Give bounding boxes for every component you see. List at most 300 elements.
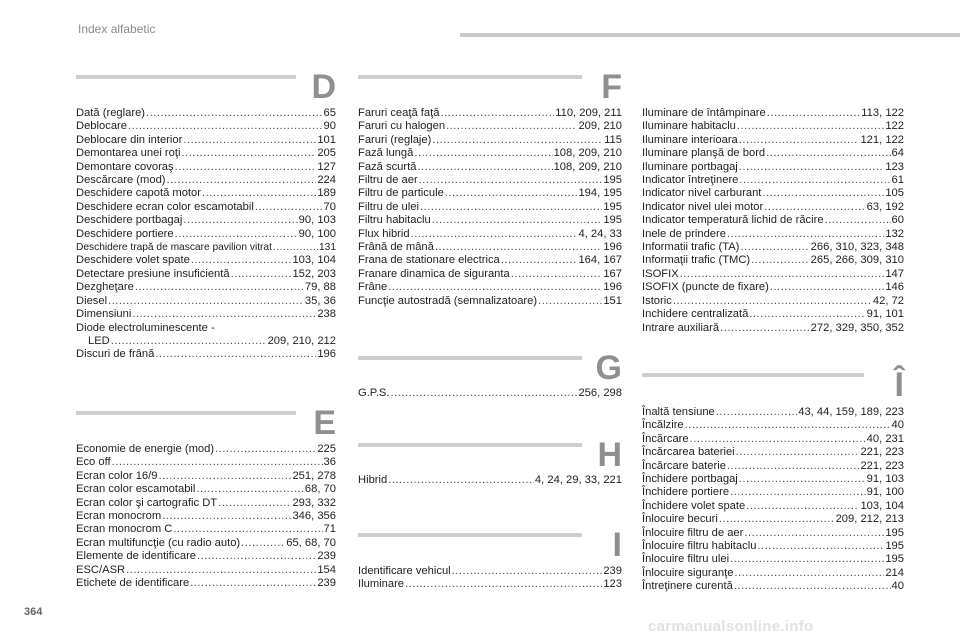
index-entry-text: Închidere portiere [642,486,730,499]
section-header-h [358,436,622,474]
index-entry-pages: 132 [885,227,904,240]
dot-leader [751,254,810,267]
index-entry-pages: 346, 356 [292,510,336,523]
dot-leader [108,295,304,308]
index-entry-text: ESC/ASR [76,563,126,576]
index-entry [358,268,622,281]
index-entry [76,308,336,321]
index-entry [76,174,336,187]
index-entry [358,161,622,174]
index-entry-text: Înlocuire filtru habitaclu [642,540,757,553]
section-rule [642,373,864,377]
index-entry-pages: 40 [891,580,904,593]
index-entry-pages: 151 [603,294,622,307]
index-list-e [76,443,336,590]
index-entry-text: Indicator întreţinere [642,174,739,187]
dot-leader [175,228,298,241]
dot-leader [135,281,304,294]
dot-leader [757,540,884,553]
dot-leader [432,214,603,227]
index-entry-text: Deschidere trapă de mascare pavilion vitrat [76,242,272,254]
index-entry-text: Iluminare portbagaj [642,160,738,173]
index-entry-text: Înlocuire filtru ulei [642,553,730,566]
index-entry-text: Încărcare [642,432,689,445]
index-entry-pages: 40 [891,419,904,432]
dot-leader [231,268,292,281]
index-entry [358,578,622,591]
index-entry-text: Înlocuire siguranţe [642,566,734,579]
dot-leader [749,308,865,321]
dot-leader [736,446,860,459]
dot-leader [440,107,554,120]
index-entry-pages: 196 [317,348,336,361]
dot-leader [744,527,884,540]
index-entry-text: Hibrid [358,474,388,486]
page-number: 364 [24,606,43,618]
index-entry [642,433,904,446]
dot-leader [720,322,810,335]
index-entry [358,187,622,200]
index-entry [76,322,336,335]
index-entry [76,510,336,523]
index-entry-pages: 4, 24, 29, 33, 221 [534,474,622,486]
index-entry-pages: 266, 310, 323, 348 [810,241,904,254]
index-entry-pages: 123 [885,160,904,173]
index-entry-pages: 91, 101 [866,308,904,321]
index-entry-text: Fază scurtă [358,160,417,173]
index-entry-text: Faruri cu halogen [358,120,446,133]
index-entry [76,470,336,483]
index-entry-pages: 42, 72 [872,294,904,307]
index-entry-text: Ecran color şi cartografic DT [76,496,218,509]
index-entry-pages: 91, 100 [866,486,904,499]
index-entry-pages: 195 [885,526,904,539]
index-entry-pages: 65 [323,107,336,119]
dot-leader [445,187,578,200]
index-entry [76,443,336,456]
index-entry-text: Încărcare baterie [642,459,726,472]
index-entry-text: Dezgheţare [76,281,134,294]
dot-leader [727,460,859,473]
index-entry-pages: 68, 70 [304,483,336,496]
index-entry-text: Filtru de ulei [358,200,419,213]
section-letter: I [612,526,622,564]
index-entry [642,214,904,227]
index-entry-pages: 196 [603,281,622,294]
index-entry-text: Întreţinere curentă [642,580,733,593]
index-entry [642,281,904,294]
index-entry [76,254,336,267]
section-header-e [76,404,336,442]
index-entry-text: Înlocuire filtru de aer [642,526,744,539]
section-rule [358,356,582,360]
dot-leader [202,187,316,200]
index-entry-pages: 43, 44, 159, 189, 223 [798,406,904,418]
index-entry [642,553,904,566]
index-entry [76,147,336,160]
dot-leader [411,228,578,241]
index-entry-pages: 195 [603,214,622,227]
index-entry-pages: 239 [317,577,336,590]
index-entry [642,540,904,553]
dot-leader [435,241,602,254]
index-entry-pages: 214 [885,566,904,579]
index-entry-text: ISOFIX (puncte de fixare) [642,281,769,294]
index-entry-text: Demontarea unei roţi [76,147,181,160]
index-entry-pages: 189 [317,187,336,200]
index-entry [76,537,336,550]
dot-leader [825,214,891,227]
index-entry-text: Înlocuire becuri [642,513,718,526]
index-entry [642,513,904,526]
index-entry [358,174,622,187]
index-entry-text: Iluminare de întâmpinare [642,107,766,119]
dot-leader [762,187,884,200]
index-entry [76,214,336,227]
index-entry [642,187,904,200]
dot-leader [730,486,866,499]
index-entry-pages: 35, 36 [304,294,336,307]
index-entry-text: Deschidere ecran color escamotabil [76,200,254,213]
dot-leader [241,537,285,550]
index-entry-pages: 123 [603,578,622,591]
dot-leader [452,565,603,578]
watermark: carmanualsonline.info [648,618,814,635]
index-entry-text: Iluminare planşă de bord [642,147,766,160]
dot-leader [218,497,291,510]
index-entry [76,497,336,510]
index-entry-text: Iluminare [358,578,405,591]
dot-leader [167,174,317,187]
header-title: Index alfabetic [78,22,156,36]
index-entry-text: Frana de stationare electrica [358,254,500,267]
index-entry-pages: 239 [603,565,622,577]
index-entry-pages: 105 [885,187,904,200]
index-entry [358,228,622,241]
section-letter: G [595,349,622,387]
index-entry [642,580,904,593]
index-entry [642,228,904,241]
index-entry-text: Deblocare din interior [76,133,183,146]
index-entry-pages: 90, 103 [298,214,336,227]
index-entry-text: Inchidere centralizată [642,308,749,321]
index-entry-text: Funcţie autostradă (semnalizatoare) [358,294,538,307]
index-entry [358,295,622,308]
section-header-i [358,526,622,564]
dot-leader [419,174,603,187]
dot-leader [767,107,861,120]
index-entry-text: Istoric [642,294,672,307]
index-entry-pages: 63, 192 [866,200,904,213]
index-entry [76,134,336,147]
index-entry [358,120,622,133]
index-entry-text: Intrare auxiliară [642,321,720,334]
index-entry-pages: 90, 100 [298,227,336,240]
index-entry-text: Închidere volet spate [642,499,746,512]
index-entry [642,134,904,147]
index-entry [642,527,904,540]
index-entry [358,387,622,400]
index-entry-pages: 251, 278 [292,469,336,482]
dot-leader [173,523,322,536]
index-entry-pages: 36 [323,456,336,469]
index-entry-text: Economie de energie (mod) [76,443,215,455]
index-entry-text: Indicator temperatură lichid de răcire [642,214,824,227]
index-entry-pages: 60 [891,214,904,227]
dot-leader [764,201,865,214]
section-header-g [358,349,622,387]
index-entry-text: Informatii trafic (TA) [642,241,740,254]
dot-leader [391,387,578,400]
dot-leader [719,513,835,526]
dot-leader [730,553,884,566]
dot-leader [388,281,602,294]
index-entry-pages: 113, 122 [861,107,904,119]
index-entry-pages: 194, 195 [578,187,622,200]
index-entry-text: Discuri de frână [76,348,155,361]
index-entry-pages: 154 [317,563,336,576]
dot-leader [190,577,316,590]
index-entry-pages: 122 [885,120,904,133]
index-entry [76,201,336,214]
index-entry [642,161,904,174]
index-entry-text: Faruri ceaţă faţă [358,107,440,119]
index-entry [642,500,904,513]
index-entry-text: Demontare covoraş [76,160,174,173]
dot-leader [432,134,603,147]
index-entry-pages: 209, 212, 213 [835,513,904,526]
dot-leader [175,161,317,174]
index-entry [642,406,904,419]
index-entry [76,295,336,308]
index-entry-text: Frână de mână [358,241,434,254]
index-entry-pages: 108, 209, 210 [553,147,622,160]
dot-leader [181,147,316,160]
index-entry [76,483,336,496]
dot-leader [734,580,891,593]
dot-leader [273,241,318,254]
dot-leader [111,335,267,348]
index-entry-text: Deschidere portbagaj [76,214,183,227]
index-entry-text: Dată (reglare) [76,107,146,119]
section-rule [358,443,582,447]
section-letter: E [313,404,336,442]
index-entry [358,254,622,267]
dot-leader [446,120,577,133]
index-entry-text: Deschidere portiere [76,227,174,240]
index-entry [76,456,336,469]
index-entry-text: Detectare presiune insuficientă [76,267,230,280]
index-entry-pages: 167 [603,267,622,280]
index-entry-text: Diode electroluminescente - [76,321,215,334]
dot-leader [766,147,890,160]
index-entry-pages: 64 [891,147,904,160]
dot-leader [737,120,884,133]
dot-leader [739,473,866,486]
index-entry-pages: 146 [885,281,904,294]
dot-leader [197,550,316,563]
section-rule [76,75,296,79]
index-entry-pages: 152, 203 [292,267,336,280]
index-entry-text: Identificare vehicul [358,565,451,577]
index-entry-text: Deschidere capotă motor [76,187,201,200]
index-entry [642,174,904,187]
index-entry [358,134,622,147]
dot-leader [740,241,809,254]
index-entry-text: Franare dinamica de siguranta [358,267,510,280]
index-entry-pages: 221, 223 [860,459,904,472]
dot-leader [215,443,316,456]
index-entry-text: Filtru de aer [358,174,418,187]
section-header-icirc [642,366,904,404]
index-entry [76,187,336,200]
index-entry [642,308,904,321]
index-entry [76,120,336,133]
index-entry [76,523,336,536]
index-entry-pages: 4, 24, 33 [578,227,622,240]
index-entry-text: Închidere portbagaj [642,473,738,486]
index-entry-pages: 224 [317,174,336,187]
index-entry-text: Elemente de identificare [76,550,197,563]
dot-leader [734,567,884,580]
index-entry-text: Încărcarea bateriei [642,446,735,459]
index-entry-pages: 272, 329, 350, 352 [810,321,904,334]
index-entry-text: Ecran color escamotabil [76,483,196,496]
dot-leader [196,483,304,496]
dot-leader [155,348,316,361]
index-entry [76,564,336,577]
index-entry-pages: 209, 210, 212 [267,334,336,347]
index-entry-text: Ecran color 16/9 [76,469,158,482]
index-entry-pages: 103, 104 [292,254,336,267]
index-entry-pages: 195 [603,174,622,187]
index-entry [358,214,622,227]
index-entry-text: Încălzire [642,419,684,432]
dot-leader [158,470,291,483]
index-entry-pages: 195 [603,200,622,213]
dot-leader [501,254,578,267]
index-entry-pages: 265, 266, 309, 310 [810,254,904,267]
index-entry-pages: 221, 223 [860,446,904,459]
index-entry-pages: 147 [885,267,904,280]
section-rule [358,533,582,537]
index-entry [76,550,336,563]
index-entry [358,474,622,487]
index-entry [642,107,904,120]
index-entry-text: Indicator nivel carburant [642,187,762,200]
index-entry-text: Descărcare (mod) [76,174,166,187]
index-entry-pages: 205 [317,147,336,160]
index-entry [358,281,622,294]
index-entry-pages: 61 [891,174,904,187]
index-entry-text: LED [88,334,110,347]
dot-leader [770,281,884,294]
header-bar [460,33,960,37]
index-entry [642,254,904,267]
section-header-d [76,68,336,106]
index-entry [642,460,904,473]
index-entry [76,241,336,254]
section-letter: D [311,68,336,106]
index-entry-text: Faruri (reglaje) [358,133,432,146]
index-entry-pages: 108, 209, 210 [553,160,622,173]
index-entry [358,201,622,214]
index-entry-text: Inele de prindere [642,227,726,240]
index-entry [642,241,904,254]
index-entry-pages: 209, 210 [578,120,622,133]
index-entry [76,228,336,241]
index-entry-pages: 164, 167 [578,254,622,267]
index-entry [358,241,622,254]
dot-leader [405,578,602,591]
index-entry [642,419,904,432]
dot-leader [162,510,291,523]
index-entry-text: Deblocare [76,120,127,133]
index-entry [642,120,904,133]
index-entry-pages: 70 [323,200,336,213]
dot-leader [690,433,866,446]
dot-leader [414,147,552,160]
dot-leader [255,201,323,214]
index-entry [642,295,904,308]
index-entry [76,348,336,361]
index-entry [642,486,904,499]
index-entry-text: Fază lungă [358,147,414,160]
dot-leader [746,500,859,513]
index-entry-pages: 239 [317,550,336,563]
index-entry-text: Ecran monocrom [76,510,162,523]
index-entry [76,161,336,174]
index-entry-text: Indicator nivel ulei motor [642,200,764,213]
dot-leader [538,295,602,308]
dot-leader [727,228,884,241]
index-entry-text: Ecran monocrom C [76,523,173,536]
index-entry [358,565,622,578]
index-entry-pages: 225 [317,443,336,455]
dot-leader [128,120,323,133]
index-entry-pages: 110, 209, 211 [555,107,622,119]
index-entry-text: Informaţii trafic (TMC) [642,254,751,267]
index-entry-pages: 103, 104 [860,499,904,512]
index-entry-text: ISOFIX [642,267,679,280]
dot-leader [191,254,292,267]
dot-leader [739,134,860,147]
index-entry-text: Înaltă tensiune [642,406,715,418]
index-entry-pages: 195 [885,553,904,566]
index-entry-text: G.P.S. [358,387,390,399]
index-list-h [358,474,622,487]
index-entry [642,201,904,214]
section-letter: F [601,68,622,106]
index-entry-text: Etichete de identificare [76,577,190,590]
index-entry-pages: 65, 68, 70 [286,536,336,549]
index-entry-pages: 256, 298 [578,387,622,399]
index-entry [642,567,904,580]
index-entry-text: Flux hibrid [358,227,410,240]
index-entry-pages: 115 [604,133,622,146]
dot-leader [685,419,891,432]
index-entry-text: Filtru de particule [358,187,444,200]
index-list-icirc [642,406,904,594]
index-entry [642,473,904,486]
index-entry-pages: 101 [317,133,336,146]
dot-leader [739,174,890,187]
dot-leader [132,308,316,321]
dot-leader [739,161,885,174]
index-entry-pages: 195 [885,540,904,553]
index-entry [76,281,336,294]
index-entry-text: Ecran multifuncţie (cu radio auto) [76,536,241,549]
